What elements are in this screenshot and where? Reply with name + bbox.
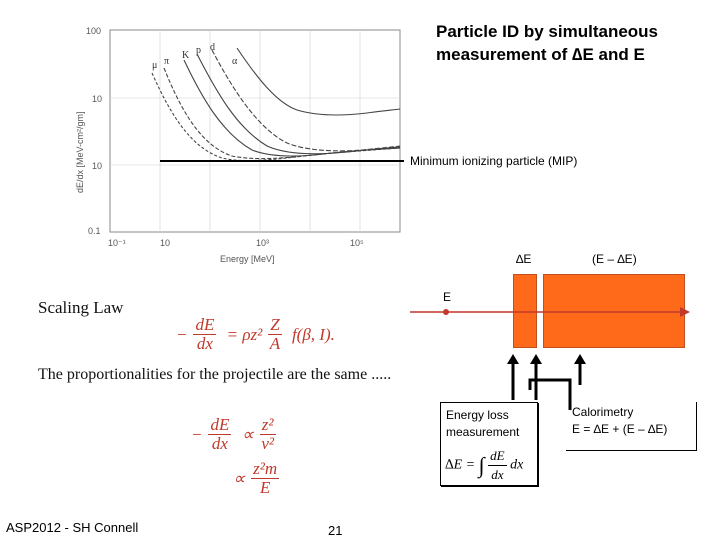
curve-alpha — [237, 48, 400, 115]
beam-arrowhead — [680, 307, 690, 317]
scaling-law-heading: Scaling Law — [38, 298, 124, 317]
label-proton: p — [196, 45, 201, 56]
beam-energy-label: E — [443, 290, 452, 304]
y-axis-label: dE/dx [MeV-cm²/gm] — [75, 111, 85, 193]
calorimetry-box — [566, 402, 697, 451]
x-axis-label: Energy [MeV] — [220, 254, 275, 264]
connector-arrow-icon — [530, 354, 542, 364]
curve-proton — [197, 54, 400, 154]
slide-title — [436, 20, 658, 66]
proportionality-equation-2: ∝ $\frac{\text{z²m}}{E}$ — [233, 459, 278, 497]
label-pion: π — [164, 56, 170, 67]
xtick-label: 10³ — [256, 238, 270, 248]
energy-loss-box — [440, 402, 538, 486]
connector-arrow-icon — [574, 354, 586, 364]
energy-loss-label: Energy loss measurement — [446, 408, 520, 439]
label-alpha: α — [232, 56, 238, 67]
xtick-label: 10⁻¹ — [108, 238, 126, 248]
calorimetry-label: Calorimetry E = ∆E + (E – ∆E) — [572, 405, 668, 436]
label-muon: μ — [152, 60, 158, 71]
proportionality-statement: The proportionalities for the projectile are the same ..... — [38, 366, 392, 383]
ytick-label: 10 — [92, 161, 103, 171]
ytick-label: 0.1 — [88, 226, 101, 236]
label-deuteron: d — [210, 42, 215, 53]
ytick-label: 100 — [86, 26, 102, 36]
dedx-plot — [72, 18, 412, 268]
delta-e-label: ∆E — [516, 252, 532, 266]
slide-title-line1: Particle ID by simultaneous — [436, 22, 659, 41]
connector-arrow-icon — [507, 354, 519, 364]
xtick-label: 10 — [160, 238, 171, 248]
ytick-label: 10 — [92, 94, 103, 104]
mip-line — [160, 160, 404, 162]
slide-title-line2: measurement of ∆E and E — [436, 45, 645, 64]
xtick-label: 10⁵ — [350, 238, 364, 248]
particle-dot — [443, 309, 449, 315]
page-number: 21 — [328, 523, 343, 538]
energy-loss-curves — [152, 48, 400, 161]
integral-equation: ∆E = ∫ $\frac{dE}{dx}$ dx — [445, 448, 524, 482]
footer-author: ASP2012 - SH Connell — [6, 520, 139, 535]
curve-deuteron — [212, 50, 400, 151]
proportionality-equation-1: − $\frac{dE}{dx}$ ∝ $\frac{\text{z²}}{\text{v²}}$ — [191, 415, 274, 453]
bethe-scaling-equation: − $\frac{dE}{dx}$ = ρz² $\frac{Z}{A}$ f(β, I). — [176, 315, 335, 353]
label-kaon: K — [182, 50, 190, 61]
e-minus-de-label: (E – ∆E) — [592, 252, 637, 266]
curve-muon — [152, 73, 400, 161]
mip-label: Minimum ionizing particle (MIP) — [410, 154, 578, 168]
